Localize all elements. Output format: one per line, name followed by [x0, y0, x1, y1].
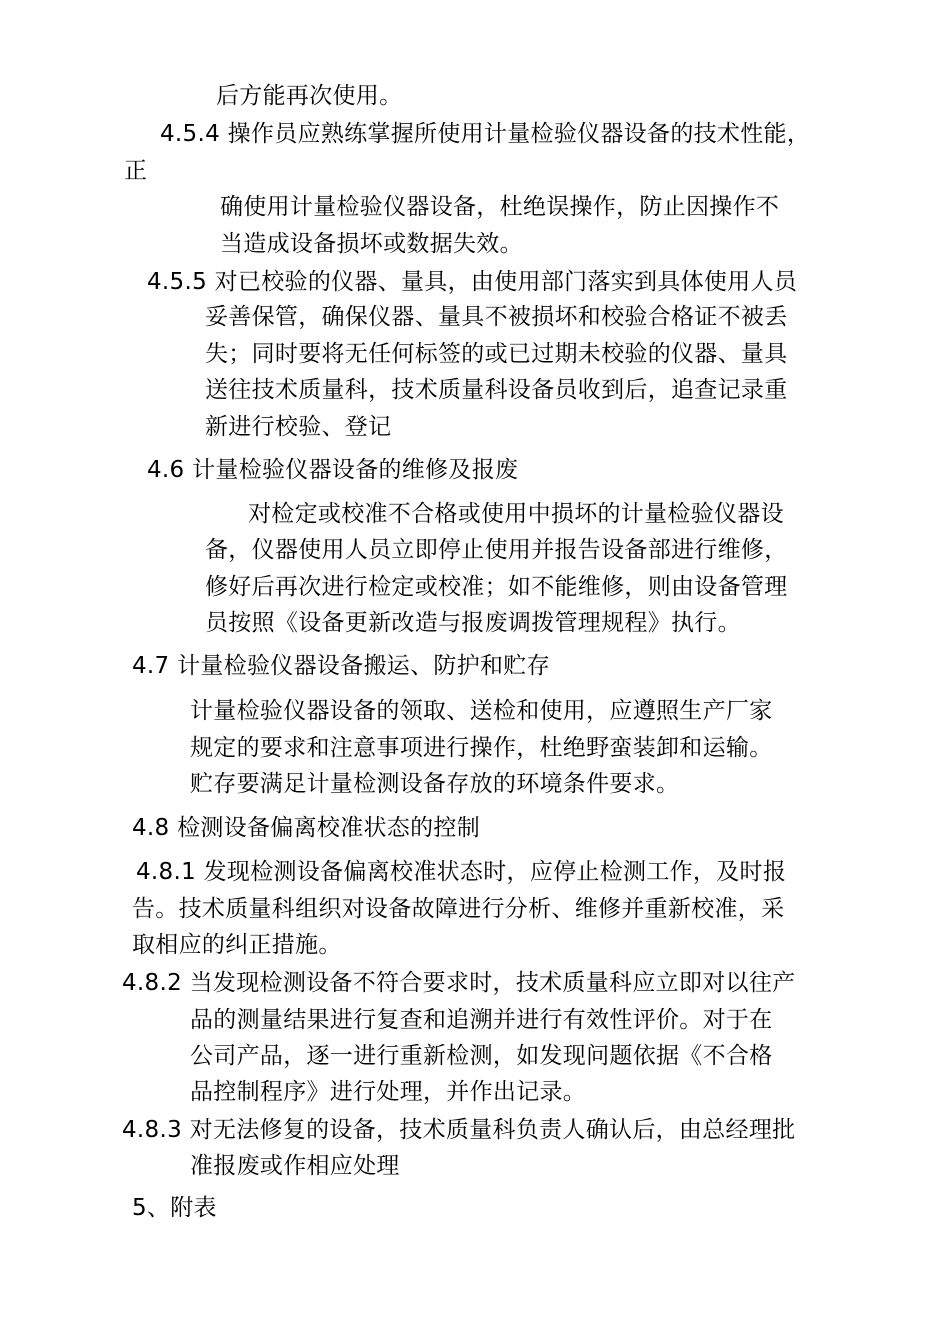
section-heading: 4.7 计量检验仪器设备搬运、防护和贮存: [132, 653, 550, 679]
text-line: 员按照《设备更新改造与报废调拨管理规程》执行。: [205, 610, 741, 636]
text-line: 品控制程序》进行处理，并作出记录。: [190, 1079, 587, 1105]
clause-heading: 4.8.3 对无法修复的设备，技术质量科负责人确认后，由总经理批: [122, 1117, 796, 1143]
text-line: 新进行校验、登记: [205, 414, 392, 440]
clause-heading: 4.8.2 当发现检测设备不符合要求时，技术质量科应立即对以往产: [122, 970, 796, 996]
text-line: 备，仪器使用人员立即停止使用并报告设备部进行维修，: [205, 537, 788, 563]
text-line: 规定的要求和注意事项进行操作，杜绝野蛮装卸和运输。: [190, 735, 773, 761]
text-line: 确使用计量检验仪器设备，杜绝误操作，防止因操作不: [220, 194, 780, 220]
section-heading: 4.6 计量检验仪器设备的维修及报废: [147, 457, 519, 483]
section-heading: 4.8 检测设备偏离校准状态的控制: [132, 815, 480, 841]
clause-heading: 4.5.5 对已校验的仪器、量具，由使用部门落实到具体使用人员: [147, 269, 798, 295]
text-line: 修好后再次进行检定或校准；如不能维修，则由设备管理: [205, 574, 788, 600]
text-line: 计量检验仪器设备的领取、送检和使用，应遵照生产厂家: [190, 698, 773, 724]
clause-heading: 4.5.4 操作员应熟练掌握所使用计量检验仪器设备的技术性能，: [160, 121, 811, 147]
text-line: 取相应的纠正措施。: [132, 932, 342, 958]
text-line: 送往技术质量科，技术质量科设备员收到后，追查记录重: [205, 377, 788, 403]
text-line: 贮存要满足计量检测设备存放的环境条件要求。: [190, 771, 680, 797]
text-line: 正: [124, 158, 148, 184]
text-line: 妥善保管，确保仪器、量具不被损坏和校验合格证不被丢: [205, 304, 788, 330]
clause-heading: 4.8.1 发现检测设备偏离校准状态时，应停止检测工作，及时报: [136, 859, 787, 885]
text-line: 对检定或校准不合格或使用中损坏的计量检验仪器设: [248, 501, 784, 527]
text-line: 品的测量结果进行复查和追溯并进行有效性评价。对于在: [190, 1007, 773, 1033]
text-line: 准报废或作相应处理: [190, 1153, 400, 1179]
text-line: 公司产品，逐一进行重新检测，如发现问题依据《不合格: [190, 1043, 773, 1069]
text-line: 失；同时要将无任何标签的或已过期未校验的仪器、量具: [205, 341, 788, 367]
section-heading: 5、附表: [132, 1195, 217, 1221]
text-line: 告。技术质量科组织对设备故障进行分析、维修并重新校准，采: [132, 896, 785, 922]
text-line: 当造成设备损坏或数据失效。: [220, 231, 523, 257]
text-line: 后方能再次使用。: [216, 83, 403, 109]
